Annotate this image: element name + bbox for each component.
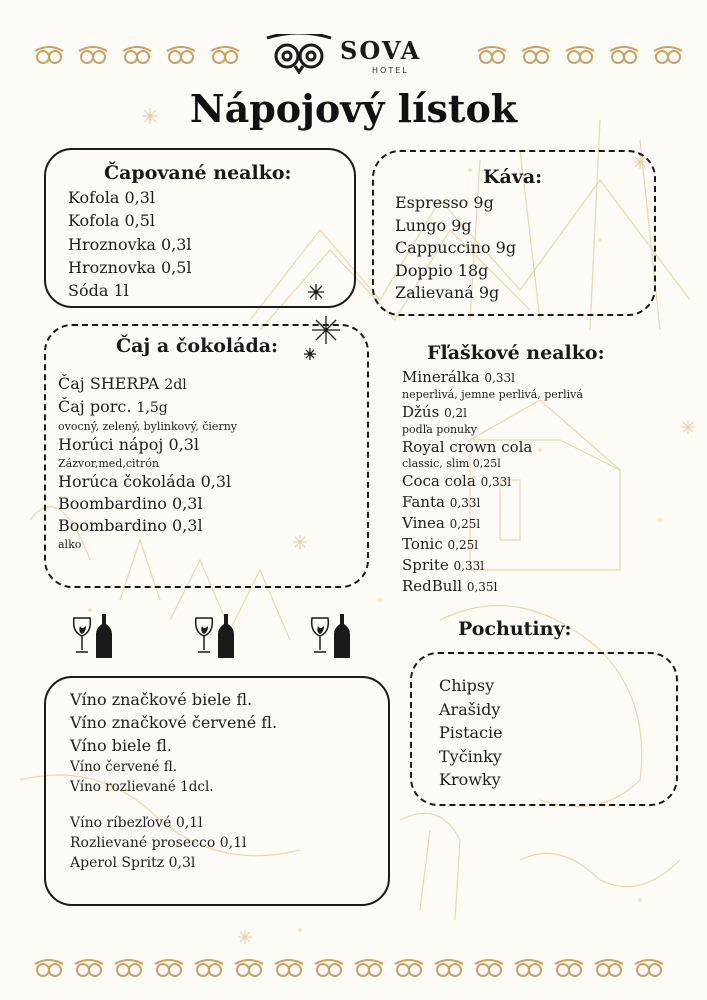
- owl-logo-icon: [265, 34, 333, 74]
- list-item: Cappuccino 9g: [395, 238, 517, 257]
- wine-glass-bottle-icon: [70, 612, 116, 660]
- owl-ornament-icon: [32, 45, 66, 67]
- owl-ornament-icon: [164, 45, 198, 67]
- owl-ornament-icon: [432, 958, 466, 980]
- owl-ornament-icon: [472, 958, 506, 980]
- owl-ornament-icon: [651, 45, 685, 67]
- list-item: Džús 0,2l: [402, 403, 467, 421]
- list-item: Tyčinky: [439, 746, 502, 766]
- owl-ornament-icon: [112, 958, 146, 980]
- owl-ornament-icon: [519, 45, 553, 67]
- list-item: Royal crown cola: [402, 438, 533, 456]
- item-note: alko: [58, 538, 82, 551]
- kava-heading: Káva:: [483, 166, 543, 188]
- top-left-ornaments: [32, 45, 242, 67]
- owl-ornament-icon: [32, 958, 66, 980]
- list-item: Boombardino 0,3l: [58, 494, 203, 513]
- owl-ornament-icon: [232, 958, 266, 980]
- owl-ornament-icon: [475, 45, 509, 67]
- list-item: Pistacie: [439, 723, 503, 742]
- wine-glass-bottle-icon: [308, 612, 354, 660]
- list-item: Espresso 9g: [395, 193, 494, 212]
- caj-list: [58, 373, 237, 552]
- list-item: Hroznovka 0,5l: [68, 257, 192, 277]
- list-item: Arašidy: [439, 699, 501, 719]
- kava-list: [395, 192, 516, 305]
- list-item: Coca cola 0,33l: [402, 472, 512, 490]
- list-item: Boombardino 0,3l: [58, 516, 203, 535]
- pochutiny-list: [439, 674, 503, 792]
- capovane-heading: Čapované nealko:: [104, 162, 292, 184]
- list-item: Víno červené fl.: [70, 759, 178, 775]
- list-item: Horúca čokoláda 0,3l: [58, 472, 232, 491]
- vino-list: [70, 688, 277, 873]
- item-note: Zázvor,med,citrón: [58, 457, 159, 470]
- list-item: Tonic 0,25l: [402, 535, 479, 553]
- item-note: ovocný, zelený, bylinkový, čierny: [58, 420, 237, 433]
- owl-ornament-icon: [512, 958, 546, 980]
- caj-heading: Čaj a čokoláda:: [116, 335, 279, 357]
- owl-ornament-icon: [120, 45, 154, 67]
- list-item: Aperol Spritz 0,3l: [70, 855, 196, 871]
- list-item: Víno značkové červené fl.: [70, 713, 278, 732]
- item-note: neperlivá, jemne perlivá, perlivá: [402, 388, 583, 401]
- capovane-list: [68, 186, 192, 302]
- flaskove-heading: Fľaškové nealko:: [427, 342, 605, 364]
- owl-ornament-icon: [152, 958, 186, 980]
- list-item: Fanta 0,33l: [402, 493, 481, 511]
- owl-ornament-icon: [72, 958, 106, 980]
- owl-ornament-icon: [563, 45, 597, 67]
- owl-ornament-icon: [392, 958, 426, 980]
- list-item: Čaj SHERPA 2dl: [58, 374, 187, 393]
- owl-ornament-icon: [592, 958, 626, 980]
- list-item: Horúci nápoj 0,3l: [58, 435, 200, 454]
- bottom-ornaments: [32, 958, 666, 980]
- list-item: Lungo 9g: [395, 215, 472, 235]
- brand-subtitle: HOTEL: [372, 66, 409, 75]
- list-item: Víno značkové biele fl.: [70, 690, 253, 709]
- top-right-ornaments: [475, 45, 685, 67]
- owl-ornament-icon: [552, 958, 586, 980]
- list-item: Rozlievané prosecco 0,1l: [70, 835, 247, 851]
- list-item: Hroznovka 0,3l: [68, 234, 192, 254]
- owl-ornament-icon: [192, 958, 226, 980]
- owl-ornament-icon: [208, 45, 242, 67]
- item-note: podľa ponuky: [402, 423, 477, 436]
- list-item: RedBull 0,35l: [402, 577, 498, 595]
- list-item: Krowky: [439, 770, 501, 789]
- owl-ornament-icon: [272, 958, 306, 980]
- owl-ornament-icon: [632, 958, 666, 980]
- owl-ornament-icon: [607, 45, 641, 67]
- brand-name: SOVA: [340, 36, 422, 65]
- list-item: Sóda 1l: [68, 281, 129, 301]
- owl-ornament-icon: [76, 45, 110, 67]
- page-title: Nápojový lístok: [189, 86, 518, 131]
- list-item: Čaj porc. 1,5g: [58, 397, 168, 416]
- wine-glass-bottle-icon: [192, 612, 238, 660]
- list-item: Víno ríbezľové 0,1l: [70, 815, 203, 831]
- item-note: classic, slim 0,25l: [402, 457, 501, 470]
- owl-ornament-icon: [312, 958, 346, 980]
- list-item: Sprite 0,33l: [402, 556, 485, 574]
- flaskove-list: [402, 367, 583, 597]
- pochutiny-heading: Pochutiny:: [458, 618, 572, 640]
- list-item: Chipsy: [439, 676, 495, 695]
- list-item: Kofola 0,3l: [68, 188, 156, 207]
- list-item: Vinea 0,25l: [402, 514, 481, 532]
- owl-ornament-icon: [352, 958, 386, 980]
- list-item: Víno rozlievané 1dcl.: [70, 779, 214, 795]
- list-item: Zalievaná 9g: [395, 283, 500, 302]
- list-item: Doppio 18g: [395, 260, 489, 280]
- list-item: Víno biele fl.: [70, 736, 172, 755]
- list-item: Minerálka 0,33l: [402, 368, 515, 386]
- list-item: Kofola 0,5l: [68, 211, 156, 231]
